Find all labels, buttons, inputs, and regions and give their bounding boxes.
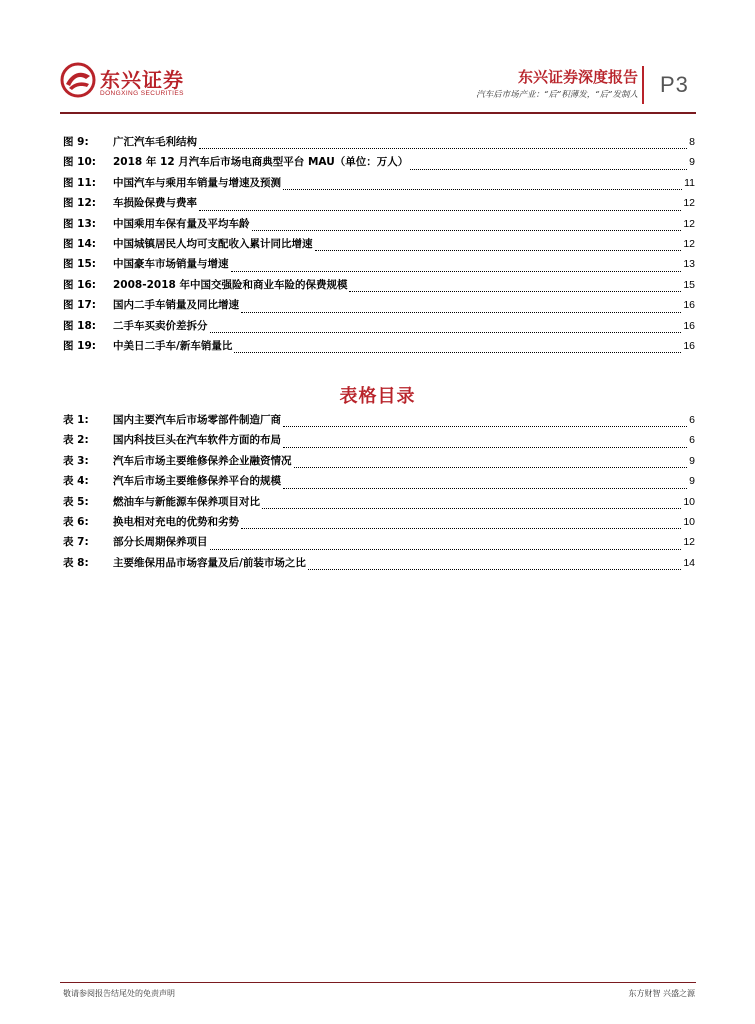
dot-leader [210,332,682,333]
dot-leader [252,230,682,231]
toc-entry-title[interactable]: 燃油车与新能源车保养项目对比 [113,495,260,508]
toc-entry-title[interactable]: 国内科技巨头在汽车软件方面的布局 [113,434,281,447]
toc-entry-page: 15 [683,278,695,291]
toc-entry-label: 图 16: [63,278,96,291]
toc-entry-page: 10 [683,515,695,528]
toc-entry-title[interactable]: 二手车买卖价差拆分 [113,319,208,332]
toc-entry-title[interactable]: 中国豪车市场销量与增速 [113,258,229,271]
toc-entry-page: 12 [683,237,695,250]
toc-entry-label: 图 14: [63,237,96,250]
toc-entry-page: 10 [683,495,695,508]
toc-entry-page: 6 [689,414,695,426]
dot-leader [210,549,682,550]
dot-leader [283,189,682,190]
toc-entry[interactable] [63,277,695,297]
toc-entry-title[interactable]: 汽车后市场主要维修保养平台的规模 [113,475,281,488]
toc-entry-page: 16 [683,299,695,312]
toc-entry[interactable] [63,318,695,338]
toc-entry-label: 表 5: [63,495,89,508]
toc-entry-page: 6 [689,434,695,447]
dot-leader [349,291,681,292]
dot-leader [262,508,681,509]
toc-entry-page: 9 [689,475,695,488]
dot-leader [308,569,681,570]
toc-entry-title[interactable]: 2018 年 12 月汽车后市场电商典型平台 MAU（单位：万人） [113,156,409,169]
toc-entry-page: 16 [683,319,695,332]
footer-rule [60,982,696,983]
toc-entry-title[interactable]: 中美日二手车/新车销量比 [113,339,233,352]
toc-entry[interactable] [63,453,695,473]
dot-leader [241,528,681,529]
dot-leader [241,312,681,313]
toc-entry[interactable] [63,534,695,554]
toc-entry-label: 图 10: [63,156,96,169]
toc-entry[interactable] [63,473,695,493]
dot-leader [234,352,681,353]
toc-entry[interactable] [63,514,695,534]
toc-entry-label: 图 18: [63,319,96,332]
toc-entry-title[interactable]: 国内二手车销量及同比增速 [113,299,239,312]
toc-entry-title[interactable]: 主要维保用品市场容量及后/前装市场之比 [113,556,306,569]
toc-entry[interactable] [63,256,695,276]
toc-entry-title[interactable]: 中国乘用车保有量及平均车龄 [113,217,250,230]
toc-entry[interactable] [63,154,695,174]
figure-list [63,134,695,358]
page-number: P3 [660,72,689,97]
company-logo [60,62,200,102]
dot-leader [231,271,682,272]
toc-entry[interactable] [63,236,695,256]
page-header [0,0,755,110]
dot-leader [283,447,687,448]
toc-entry-page: 9 [689,156,695,169]
toc-entry-title[interactable]: 部分长周期保养项目 [113,536,208,549]
logo-english-name: DONGXING SECURITIES [100,90,184,97]
toc-entry[interactable] [63,338,695,358]
toc-entry-title[interactable]: 车损险保费与费率 [113,197,197,210]
toc-entry[interactable] [63,195,695,215]
toc-entry-title[interactable]: 国内主要汽车后市场零部件制造厂商 [113,414,281,426]
toc-entry-title[interactable]: 换电相对充电的优势和劣势 [113,515,239,528]
toc-entry[interactable] [63,297,695,317]
dot-leader [283,426,687,427]
toc-entry-title[interactable]: 中国汽车与乘用车销量与增速及预测 [113,176,281,189]
toc-entry-title[interactable]: 汽车后市场主要维修保养企业融资情况 [113,454,292,467]
toc-entry-title[interactable]: 广汇汽车毛利结构 [113,136,197,148]
toc-entry-title[interactable]: 中国城镇居民人均可支配收入累计同比增速 [113,237,313,250]
report-title: 东兴证券深度报告 [517,68,638,86]
toc-entry-label: 图 11: [63,176,96,189]
disclaimer-note: 敬请参阅报告结尾处的免责声明 [63,989,175,998]
toc-entry-label: 表 1: [63,414,89,426]
dot-leader [199,148,687,149]
toc-entry[interactable] [63,555,695,575]
toc-entry-page: 12 [683,217,695,230]
toc-entry-title[interactable]: 2008-2018 年中国交强险和商业车险的保费规模 [113,278,348,291]
header-rule [60,112,696,114]
toc-entry-page: 8 [689,136,695,148]
toc-entry-page: 9 [689,454,695,467]
header-divider [642,66,644,104]
toc-entry[interactable] [63,494,695,514]
toc-entry-label: 图 15: [63,258,96,271]
dot-leader [315,250,682,251]
toc-entry-label: 表 2: [63,434,89,447]
toc-entry-label: 图 19: [63,339,96,352]
table-list [63,412,695,575]
dongxing-logo-icon [60,62,96,98]
tables-heading: 表格目录 [339,386,416,407]
toc-entry-label: 表 8: [63,556,89,569]
toc-entry-page: 14 [683,556,695,569]
logo-chinese-name: 东兴证券 [100,68,184,92]
toc-entry-label: 图 17: [63,299,96,312]
toc-entry[interactable] [63,432,695,452]
toc-entry-page: 12 [683,197,695,210]
toc-entry-label: 表 3: [63,454,89,467]
footer-slogan: 东方财智 兴盛之源 [628,989,695,998]
toc-entry-page: 16 [683,339,695,352]
dot-leader [294,467,688,468]
report-subtitle: 汽车后市场产业：“后”积薄发，“后”发制人 [476,90,638,100]
toc-entry-label: 表 7: [63,536,89,549]
toc-entry-label: 表 4: [63,475,89,488]
toc-entry-page: 13 [683,258,695,271]
toc-entry-page: 11 [684,176,695,189]
toc-entry-label: 表 6: [63,515,89,528]
toc-entry-label: 图 12: [63,197,96,210]
toc-entry[interactable] [63,412,695,432]
dot-leader [283,488,687,489]
toc-entry[interactable] [63,216,695,236]
toc-entry-label: 图 13: [63,217,96,230]
toc-entry-label: 图 9: [63,136,89,148]
dot-leader [410,169,687,170]
dot-leader [199,210,681,211]
toc-entry[interactable] [63,134,695,154]
toc-entry[interactable] [63,175,695,195]
toc-entry-page: 12 [683,536,695,549]
